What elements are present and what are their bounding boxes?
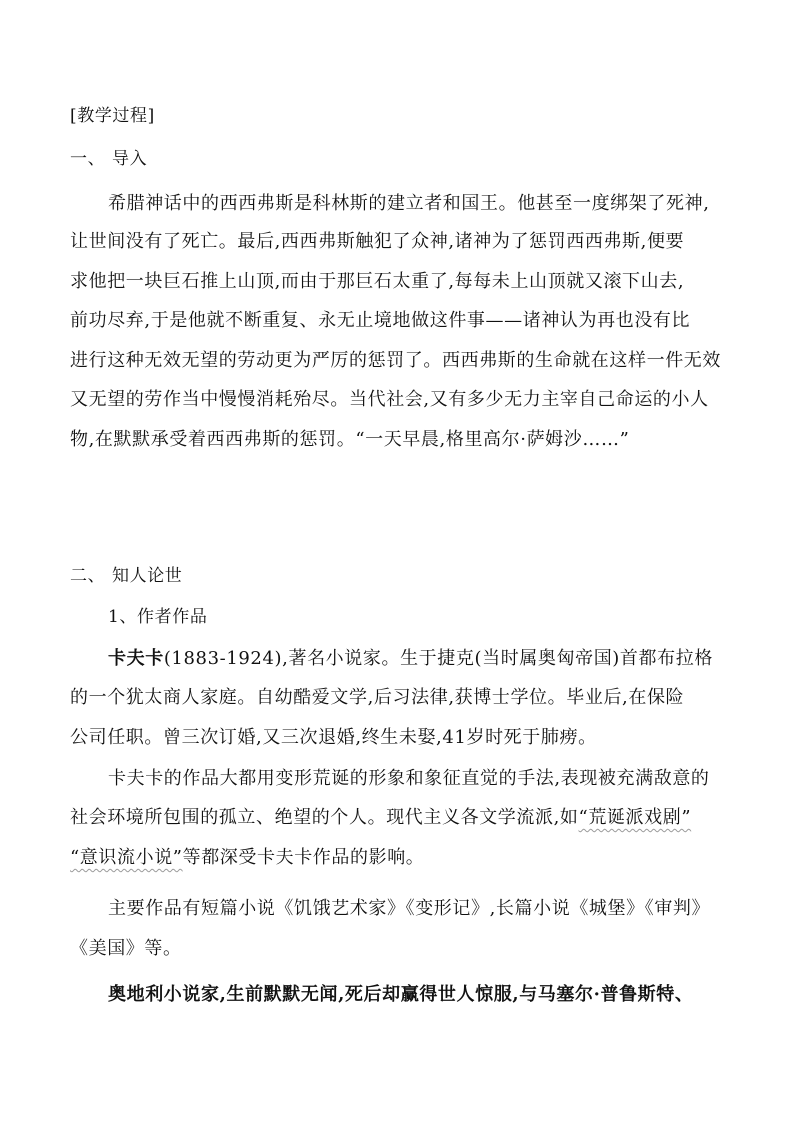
section1-number: 一、: [70, 149, 106, 169]
section2-number: 二、: [70, 566, 106, 586]
intro-line-2: 让世间没有了死亡。最后,西西弗斯触犯了众神,诸神为了惩罚西西弗斯,便要: [70, 231, 685, 252]
stream-of-consciousness-marked: “意识流小说”: [70, 847, 183, 868]
author-works-subheading: 1、作者作品: [108, 607, 208, 627]
intro-line-7: 物,在默默承受着西西弗斯的惩罚。“一天早晨,格里高尔·萨姆沙……”: [70, 429, 630, 450]
style-line-3: [70, 846, 424, 870]
intro-line-6: 又无望的劳作当中慢慢消耗殆尽。当代社会,又有多少无力主宰自己命运的小人: [70, 389, 709, 410]
bio-line-1: [108, 647, 713, 671]
absurd-drama-marked: “荒诞派戏剧”: [578, 807, 692, 828]
style-line-1: 卡夫卡的作品大都用变形荒诞的形象和象征直觉的手法,表现被充满敌意的: [108, 768, 710, 789]
section1-heading: [70, 147, 147, 171]
austrian-novelist-line: 奥地利小说家,生前默默无闻,死后却赢得世人惊服,与马塞尔·普鲁斯特、: [108, 984, 694, 1005]
intro-line-4: 前功尽弃,于是他就不断重复、永无止境地做这件事——诸神认为再也没有比: [70, 310, 691, 331]
intro-line-5: 进行这种无效无望的劳动更为严厉的惩罚了。西西弗斯的生命就在这样一件无效: [70, 350, 721, 371]
works-line-1: 主要作品有短篇小说《饥饿艺术家》《变形记》,长篇小说《城堡》《审判》: [108, 898, 711, 919]
teaching-process-header: [教学过程]: [70, 106, 155, 126]
author-name-bold: 卡夫卡: [108, 648, 164, 669]
bio-line-1-rest: (1883-1924),著名小说家。生于捷克(当时属奥匈帝国)首都布拉格: [163, 648, 713, 669]
bio-line-2: 的一个犹太商人家庭。自幼酷爱文学,后习法律,获博士学位。毕业后,在保险: [70, 687, 685, 708]
bio-line-3: 公司任职。曾三次订婚,又三次退婚,终生未娶,41岁时死于肺痨。: [70, 727, 597, 748]
style-line-3-rest: 等都深受卡夫卡作品的影响。: [182, 847, 425, 868]
section1-title: 导入: [112, 149, 148, 169]
style-line-2: [70, 806, 691, 830]
style-line-2-text: 社会环境所包围的孤立、绝望的个人。现代主义各文学流派,如: [70, 807, 579, 828]
section2-title: 知人论世: [112, 566, 183, 586]
works-line-2: 《美国》等。: [70, 938, 182, 959]
intro-line-3: 求他把一块巨石推上山顶,而由于那巨石太重了,每每未上山顶就又滚下山去,: [70, 271, 685, 292]
section2-heading: [70, 564, 182, 588]
intro-line-1: 希腊神话中的西西弗斯是科林斯的建立者和国王。他甚至一度绑架了死神,: [108, 193, 710, 214]
